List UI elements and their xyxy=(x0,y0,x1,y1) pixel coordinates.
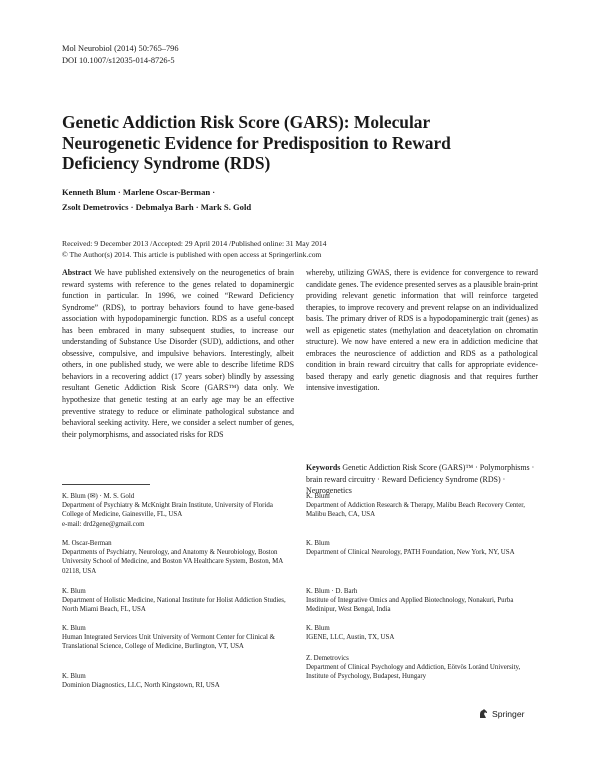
footnote-divider xyxy=(62,484,150,485)
publisher-logo xyxy=(478,708,524,719)
keywords-label: Keywords xyxy=(306,463,341,472)
affiliation-text: Institute of Integrative Omics and Applied Biotechnology, Nonakuri, Purba Medinipur, West Bengal, India xyxy=(306,597,514,614)
affiliation xyxy=(62,539,294,576)
affiliation xyxy=(306,624,538,642)
affiliation-authors: K. Blum xyxy=(306,493,330,500)
affiliation-authors: K. Blum xyxy=(306,540,330,547)
affiliation-authors: K. Blum xyxy=(306,625,330,632)
affiliation-text: IGENE, LLC, Austin, TX, USA xyxy=(306,634,395,642)
publisher-name: Springer xyxy=(492,708,525,719)
keywords-text: Genetic Addiction Risk Score (GARS)™ · Polymorphisms · brain reward circuitry · Reward Deficiency Syndrome (RDS) · Neurogenetics xyxy=(306,463,535,496)
author-line: Zsolt Demetrovics · Debmalya Barh · Mark S. Gold xyxy=(62,202,252,212)
author-line: Kenneth Blum · Marlene Oscar-Berman · xyxy=(62,187,216,197)
affiliation-authors: K. Blum xyxy=(62,588,86,595)
abstract-text-continued: whereby, utilizing GWAS, there is evidence for convergence to reward candidate genes. The evidence presented serves as a plausible brain-print providing relevant genetic information that will reinforce targeted therapies, to improve recovery and prevent relapse on an individualized basis. The primary driver of RDS is a hypodopaminergic trait (genes) as well as epigenetic states (methylation and deacetylation on chromatin structure). We now have entered a new era in addiction medicine that embraces the neuroscience of addiction and RDS as a pathological condition in brain reward circuitry that calls for appropriate evidence-based therapy and early genetic diagnosis and that requires further intensive investigation. xyxy=(306,268,538,393)
affiliation-text: Human Integrated Services Unit University of Vermont Center for Clinical & Translational Science, College of Medicine, Burlington, VT, USA xyxy=(62,634,276,651)
affiliation-authors: K. Blum (✉) · M. S. Gold xyxy=(62,493,135,500)
doi: DOI 10.1007/s12035-014-8726-5 xyxy=(62,56,175,65)
journal-citation: Mol Neurobiol (2014) 50:765–796 xyxy=(62,44,179,53)
affiliation xyxy=(306,539,538,557)
affiliation-authors: K. Blum xyxy=(62,625,86,632)
affiliation-text: Department of Psychiatry & McKnight Brain Institute, University of Florida College of Medicine, Gainesville, FL, USA xyxy=(62,502,273,519)
affiliation xyxy=(306,492,538,520)
affiliation-authors: K. Blum xyxy=(62,673,86,680)
abstract-text: We have published extensively on the neurogenetics of brain reward systems with reference to the genes related to dopaminergic function in particular. In 1996, we coined “Reward Deficiency Syndrome” (RDS), to portray behaviors found to have gene-based association with hypodopaminergic function. RDS as a useful concept has been embraced in many subsequent studies, to increase our understanding of Substance Use Disorder (SUD), addictions, and other obsessive, compulsive, and impulsive behaviors. Interestingly, albeit others, in one published study, we were able to describe lifetime RDS behaviors in a recovering addict (17 years sober) blindly by assessing resultant Genetic Addiction Risk Score (GARS™) data only. We hypothesize that genetic testing at an early age may be an effective preventive strategy to reduce or eliminate pathological substance and behavioral seeking activity. Here, we consider a select number of genes, their polymorphisms, and associated risks for RDS xyxy=(62,268,294,439)
publication-history: Received: 9 December 2013 /Accepted: 29 April 2014 /Published online: 31 May 2014 xyxy=(62,239,327,248)
springer-horse-icon xyxy=(478,708,489,719)
affiliation-authors: M. Oscar-Berman xyxy=(62,540,112,547)
affiliation xyxy=(62,672,294,690)
affiliation-text: Dominion Diagnostics, LLC, North Kingstown, RI, USA xyxy=(62,682,220,690)
affiliation xyxy=(62,587,294,615)
affiliation-authors: Z. Demetrovics xyxy=(306,655,349,662)
journal-header xyxy=(62,43,179,67)
abstract-column-1 xyxy=(62,267,294,440)
affiliation xyxy=(306,587,538,615)
affiliation-authors: K. Blum · D. Barh xyxy=(306,588,358,595)
affiliation xyxy=(62,492,294,529)
abstract-label: Abstract xyxy=(62,268,92,277)
article-dates xyxy=(62,238,542,260)
abstract-column-2 xyxy=(306,267,538,394)
author-list xyxy=(62,185,482,215)
copyright-notice: © The Author(s) 2014. This article is published with open access at Springerlink.com xyxy=(62,250,322,259)
affiliation-text: Department of Clinical Psychology and Addiction, Eötvös Loránd University, Institute of Psychology, Budapest, Hungary xyxy=(306,664,521,681)
affiliation xyxy=(62,624,294,652)
affiliation-text: Department of Addiction Research & Therapy, Malibu Beach Recovery Center, Malibu Beach, CA, USA xyxy=(306,502,526,519)
affiliation-text: Departments of Psychiatry, Neurology, and Anatomy & Neurobiology, Boston University School of Medicine, and Boston VA Healthcare System, Boston, MA 02118, USA xyxy=(62,549,283,575)
email[interactable]: e-mail: drd2gene@gmail.com xyxy=(62,520,145,528)
affiliation-text: Department of Holistic Medicine, National Institute for Holist Addiction Studies, North Miami Beach, FL, USA xyxy=(62,597,286,614)
affiliation-text: Department of Clinical Neurology, PATH Foundation, New York, NY, USA xyxy=(306,549,515,557)
affiliation xyxy=(306,654,538,682)
article-title: Genetic Addiction Risk Score (GARS): Molecular Neurogenetic Evidence for Predisposition to Reward Deficiency Syndrome (RDS) xyxy=(62,112,451,173)
